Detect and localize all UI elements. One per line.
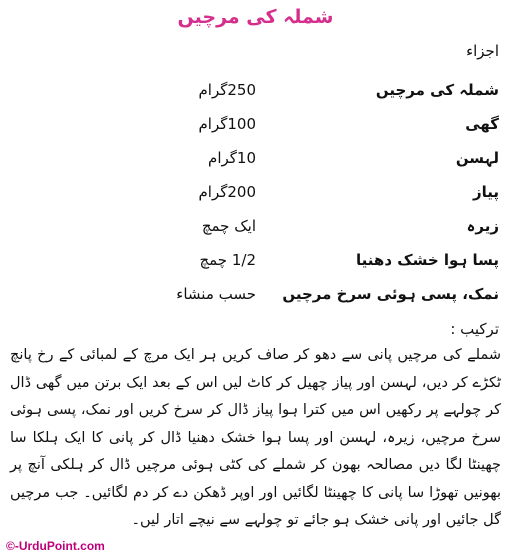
ingredient-quantity: 250گرام — [198, 81, 256, 99]
ingredient-name: گھی — [465, 115, 499, 133]
ingredient-quantity: ایک چمچ — [201, 217, 256, 235]
ingredient-name: زیرہ — [466, 217, 499, 235]
ingredient-row — [0, 280, 511, 308]
ingredient-quantity: 10گرام — [208, 149, 256, 167]
ingredient-row — [0, 76, 511, 104]
method-heading: ترکیب : — [450, 320, 499, 338]
urdupoint-logo: ©-UrduPoint.com — [6, 539, 105, 553]
ingredient-row — [0, 110, 511, 138]
ingredient-quantity: 1/2 چمچ — [199, 251, 256, 269]
ingredient-name: پیاز — [472, 183, 499, 201]
ingredient-quantity: حسب منشاء — [176, 285, 256, 303]
ingredient-row — [0, 144, 511, 172]
ingredient-name: پسا ہوا خشک دھنیا — [356, 251, 499, 269]
recipe-title: شملہ کی مرچیں — [177, 6, 334, 28]
ingredient-name: لہسن — [455, 149, 499, 167]
ingredient-name: شملہ کی مرچیں — [375, 81, 499, 99]
ingredient-quantity: 200گرام — [198, 183, 256, 201]
ingredient-row — [0, 178, 511, 206]
method-text: شملے کی مرچیں پانی سے دھو کر صاف کریں ہر ایک مرچ کے لمبائی کے رخ پانچ ٹکڑے کر دیں، لہسن اور پیاز چھیل کر کاٹ لیں اس کے بعد ایک برتن میں گھی ڈال کر چولہے پر رکھیں اس میں کترا ہوا پیاز ڈال کر سرخ کریں اور نمک، پسی ہوئی سرخ مرچیں، زیرہ، لہسن اور پسا ہوا خشک دھنیا ڈال کر پانی کا ایک ہلکا سا چھینٹا لگا دیں مصالحہ بھون کر شملے کی کٹی ہوئی مرچیں ڈال کر ہلکی آنچ پر بھونیں تھوڑا سا پانی کا چھینٹا لگائیں اور اوپر ڈھکن دے کر دم لگائیں۔ جب مرچیں گل جائیں اور پانی خشک ہو جائے تو چولہے سے نیچے اتار لیں۔ — [10, 347, 501, 528]
ingredient-row — [0, 246, 511, 274]
ingredient-row — [0, 212, 511, 240]
ingredient-quantity: 100گرام — [198, 115, 256, 133]
ingredients-heading: اجزاء — [466, 42, 499, 60]
ingredient-name: نمک، پسی ہوئی سرخ مرچیں — [282, 285, 499, 303]
